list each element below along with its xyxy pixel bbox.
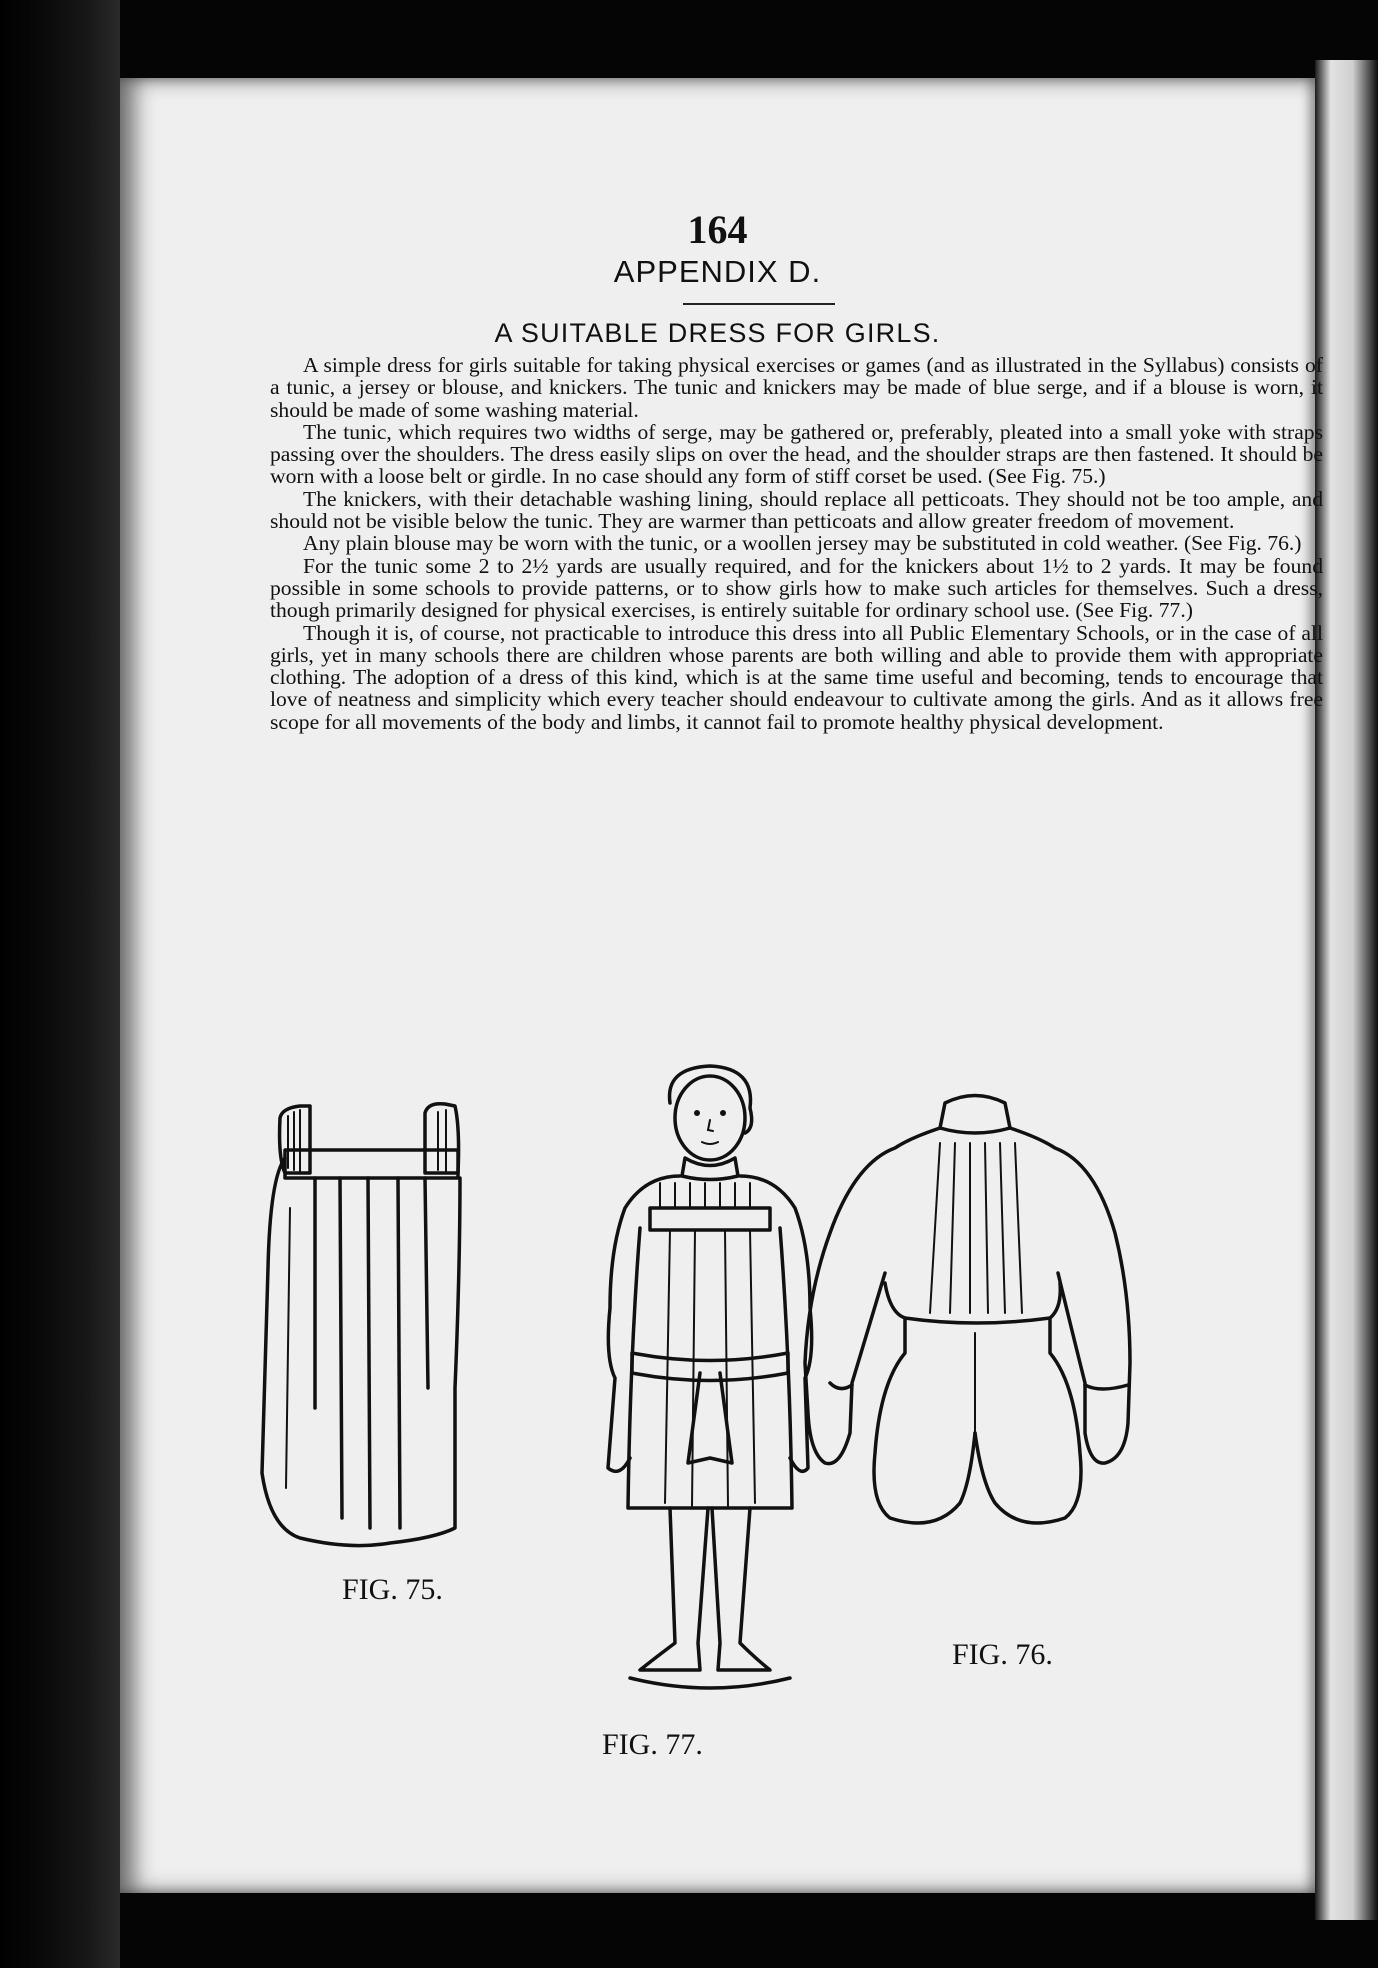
tunic-illustration — [260, 1088, 510, 1558]
next-page-edge — [1315, 60, 1378, 1920]
paragraph: The tunic, which requires two widths of serge, may be gathered or, preferably, pleated into a small yoke with straps passing over the shoulders. The dress easily slips on over the head, and the shoulder straps are then fastened. It should be worn with a loose belt or girdle. In no case should any form of stiff corset be used. (See Fig. 75.) — [270, 419, 1323, 489]
paragraph: Though it is, of course, not practicable to introduce this dress into all Public Elementary Schools, or in the case of all girls, yet in many schools there are children whose parents are both willing and able to provide them with appropriate clothing. The adoption of a dress of this kind, which is at the same time useful and becoming, tends to encourage that love of neatness and simplicity which every teacher should endeavour to cultivate among the girls. And as it allows free scope for all movements of the body and limbs, it cannot fail to promote healthy physical development. — [270, 620, 1323, 734]
figure-75-caption: FIG. 75. — [342, 1573, 443, 1606]
body-text — [270, 354, 1323, 733]
book-page — [120, 78, 1323, 1893]
page-number: 164 — [687, 207, 748, 252]
figure-76-caption: FIG. 76. — [952, 1638, 1053, 1671]
figure-77-caption: FIG. 77. — [602, 1728, 703, 1761]
paragraph: For the tunic some 2 to 2½ yards are usually required, and for the knickers about 1½ to 2 yards. It may be found possible in some schools to provide patterns, or to show girls how to make such articles for themselves. Such a dress, though primarily designed for physical exercises, is entirely suitable for ordinary school use. (See Fig. 77.) — [270, 553, 1323, 623]
paragraph: A simple dress for girls suitable for taking physical exercises or games (and as illustrated in the Syllabus) consists of a tunic, a jersey or blouse, and knickers. The tunic and knickers may be made of blue serge, and if a blouse is worn, it should be made of some washing material. — [270, 353, 1323, 422]
paragraph: The knickers, with their detachable washing lining, should replace all petticoats. They should not be too ample, and should not be visible below the tunic. They are warmer than petticoats and allow greater freedom of movement. — [270, 486, 1323, 534]
appendix-title: APPENDIX D. — [613, 254, 822, 289]
paragraph: Any plain blouse may be worn with the tunic, or a woollen jersey may be substituted in cold weather. (See Fig. 76.) — [303, 531, 1302, 556]
blouse-and-knickers-illustration — [800, 1083, 1140, 1533]
book-binding-shadow — [0, 0, 120, 1968]
section-title: A SUITABLE DRESS FOR GIRLS. — [494, 318, 941, 348]
title-rule — [683, 303, 835, 305]
